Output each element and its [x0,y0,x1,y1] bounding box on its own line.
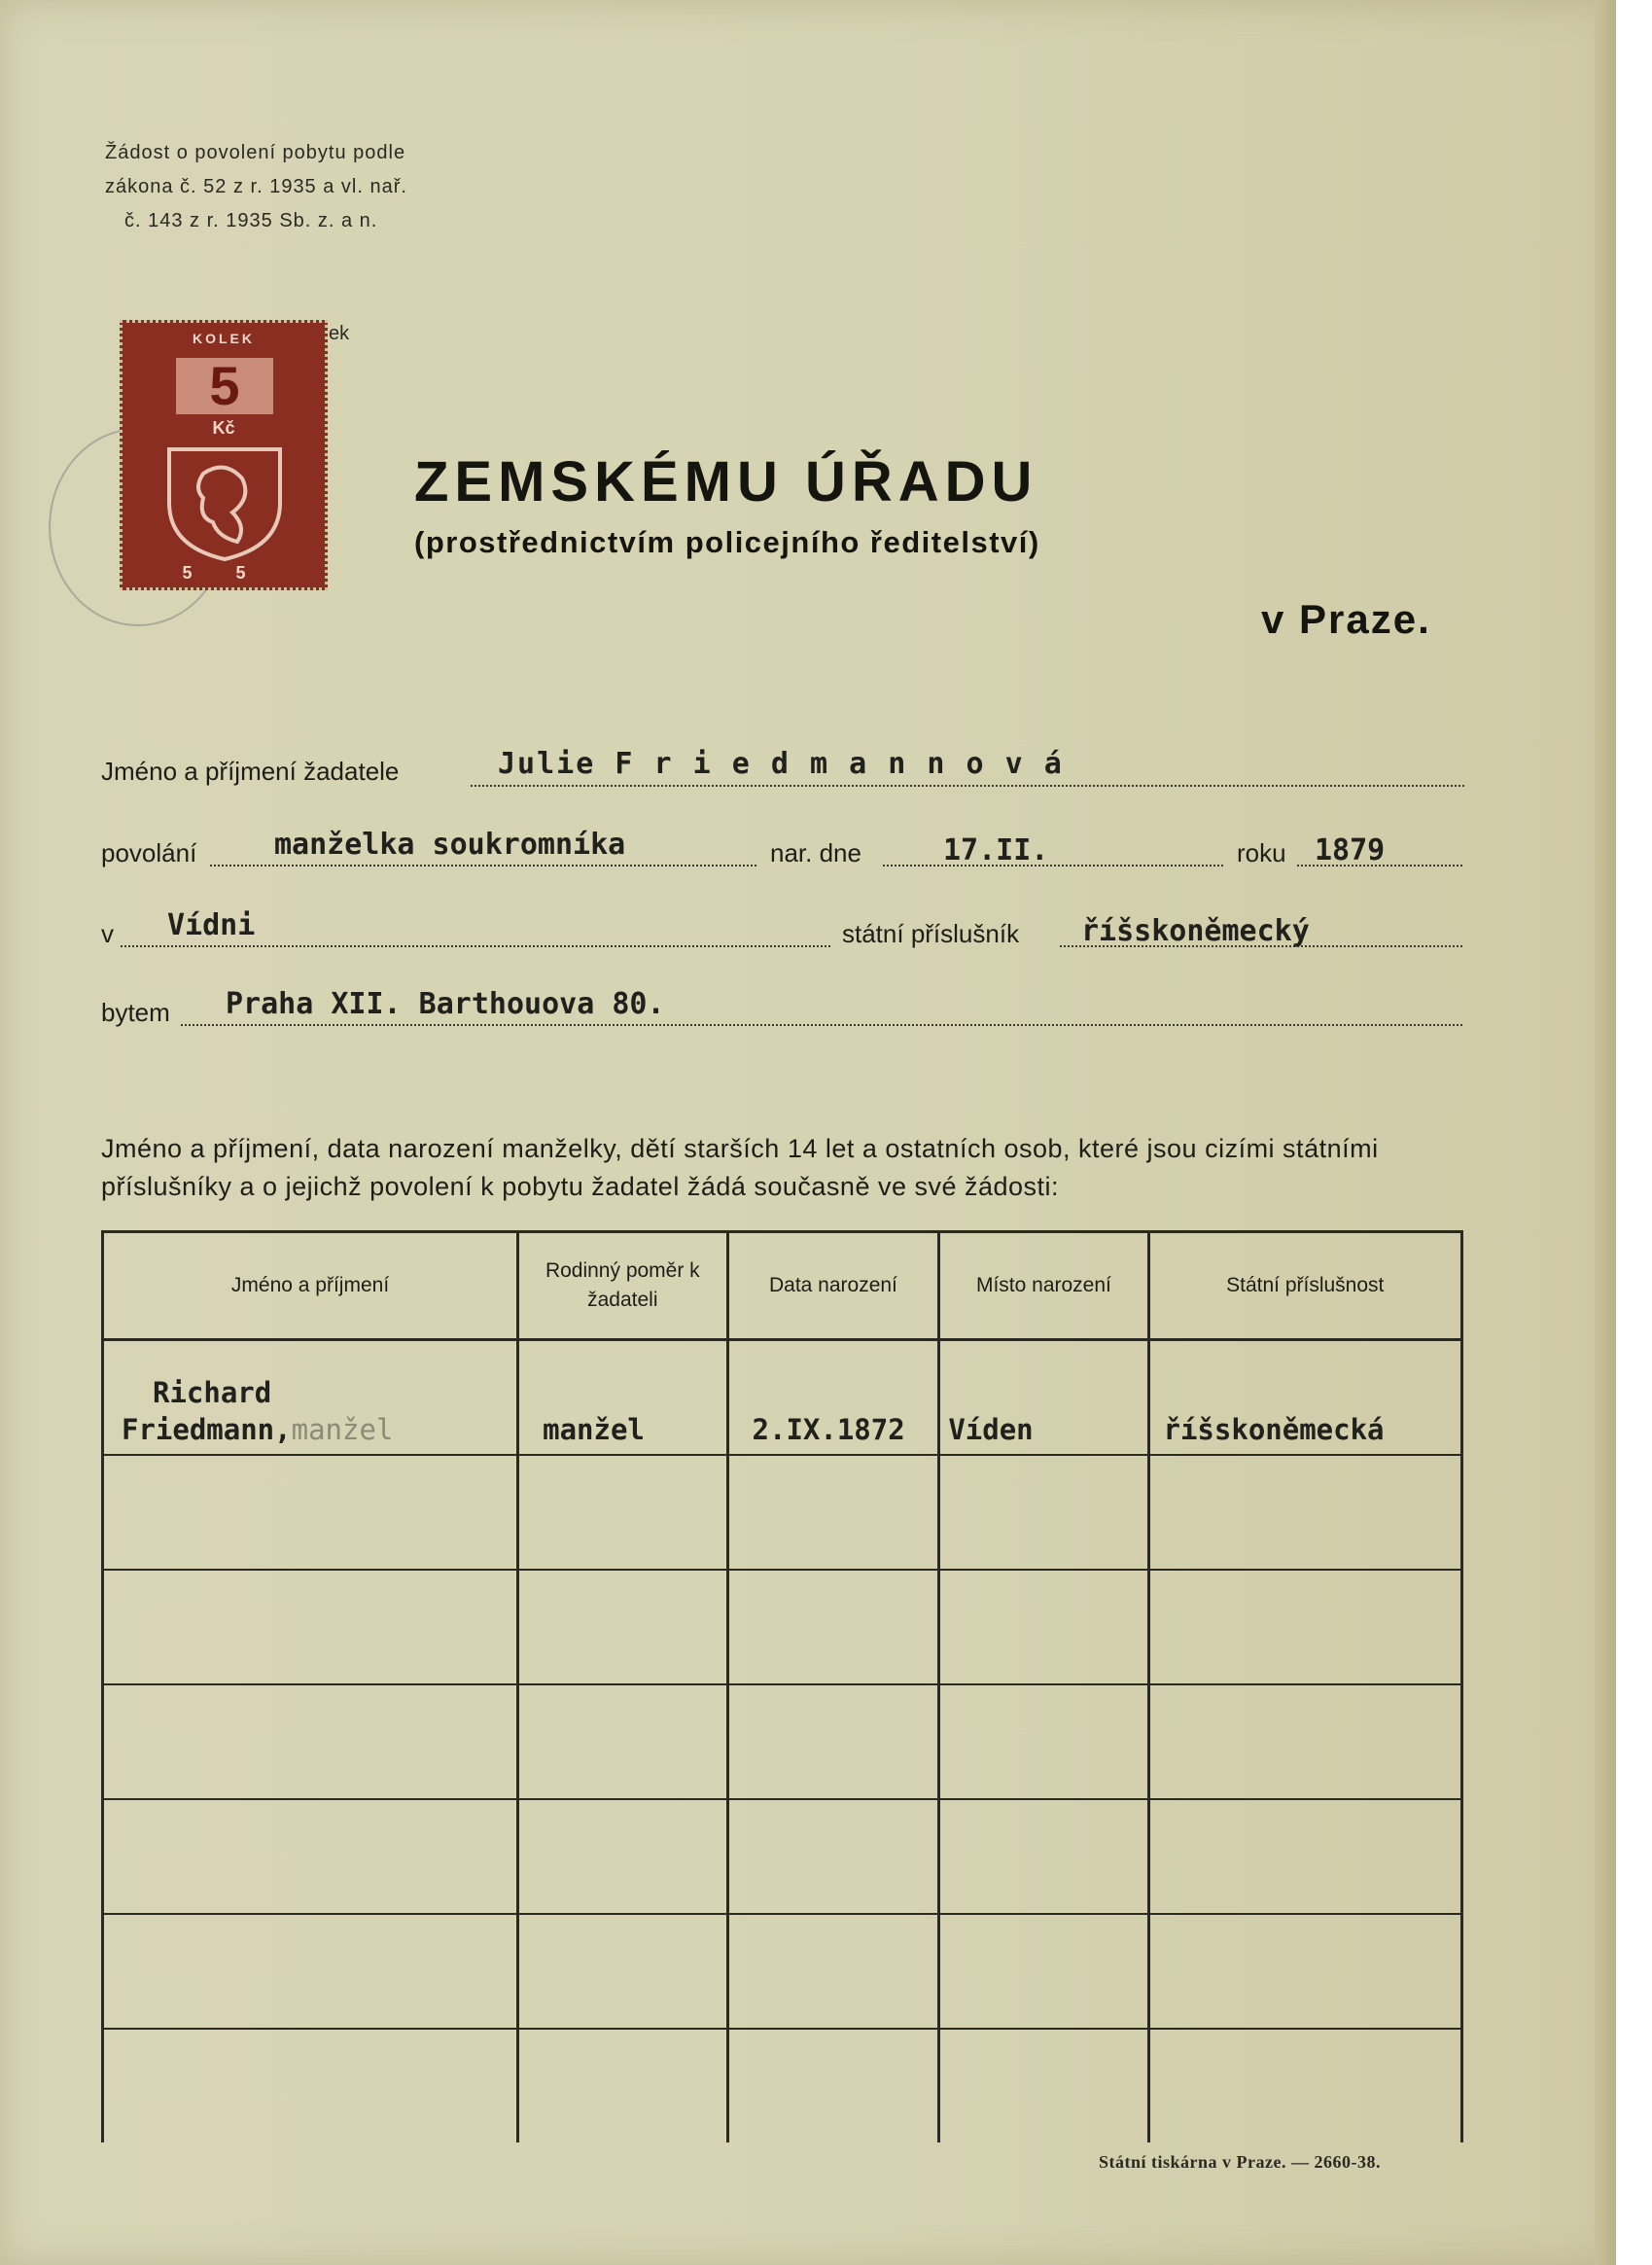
form-reference-note [105,136,407,238]
citizenship-value: říšskoněmecký [1081,914,1310,948]
office-title: ZEMSKÉMU ÚŘADU [414,450,1038,513]
applicant-name-label: Jméno a příjmení žadatele [101,757,400,786]
occupation-line [210,865,756,867]
revenue-stamp [120,320,328,590]
birth-place-value: Vídni [167,908,256,942]
form-reference-line-3: č. 143 z r. 1935 Sb. z. a n. [124,210,378,231]
persons-table [101,1230,1463,2132]
occupation-value: manželka soukromníka [274,828,626,862]
born-label: nar. dne [770,838,861,867]
applicant-name-line [471,785,1464,787]
stamp-value: 5 [176,358,273,414]
cell-citizenship [1148,1340,1461,1456]
form-reference-line-1: Žádost o povolení pobytu podle [105,142,406,163]
cell-relation-text: manžel [543,1413,645,1446]
cell-name [103,1340,518,1456]
lion-shield-icon [159,444,290,561]
stamp-side-text: ek [329,323,350,344]
applicant-name-value: Julie F r i e d m a n n o v á [498,747,1064,781]
residence-value: Praha XII. Barthouova 80. [226,987,665,1021]
table-row [103,2029,1462,2142]
occupation-label: povolání [101,838,197,867]
born-line [883,865,1223,867]
form-reference-line-2: zákona č. 52 z r. 1935 a vl. nař. [105,176,407,197]
birth-place-line [121,945,830,947]
table-row [103,1340,1462,1456]
table-row [103,1684,1462,1799]
table-row [103,1570,1462,1684]
cell-birth-place-text: Víden [948,1413,1034,1446]
citizenship-label: státní příslušník [842,919,1020,948]
stamp-top-text: KOLEK [193,331,255,346]
instructions-paragraph: Jméno a příjmení, data narození manželky, dětí starších 14 let a ostatních osob, které jsou cizími státními příslušníky a o jejichž povolení k pobytu žadatel žádá současně ve své žádosti: [101,1134,1379,1201]
cell-birth-place [939,1340,1148,1456]
year-label: roku [1237,838,1286,867]
cell-birth-date [727,1340,939,1456]
printer-footer: Státní tiskárna v Praze. — 2660-38. [1099,2152,1381,2172]
cell-name-line-1: Richard [153,1376,272,1409]
header-name: Jméno a příjmení [103,1232,518,1340]
cell-relation [518,1340,727,1456]
table-row [103,1914,1462,2029]
header-citizenship: Státní příslušnost [1148,1232,1461,1340]
cell-name-line-2 [122,1411,510,1448]
stamp-currency: Kč [212,418,235,438]
paper-edge [1595,0,1616,2265]
cell-citizenship-text: říšskoněmecká [1163,1413,1385,1446]
born-value: 17.II. [943,833,1049,867]
table-row [103,1799,1462,1914]
header-birth-place: Místo narození [939,1232,1148,1340]
cell-name-struck: manžel [291,1413,394,1446]
office-city: v Praze. [1261,596,1431,642]
birth-place-label: v [101,919,114,948]
stamp-bottom-text: 5 5 [182,563,265,583]
cell-birth-date-text: 2.IX.1872 [752,1413,905,1446]
office-subtitle: (prostřednictvím policejního ředitelství) [414,525,1040,559]
table-row [103,1455,1462,1570]
table-header-row [103,1232,1462,1340]
header-birth-date: Data narození [727,1232,939,1340]
residence-label: bytem [101,998,170,1027]
residence-line [181,1024,1462,1026]
header-relation: Rodinný poměr k žadateli [518,1232,727,1340]
year-value: 1879 [1315,833,1386,867]
cell-name-surname: Friedmann, [122,1413,292,1446]
